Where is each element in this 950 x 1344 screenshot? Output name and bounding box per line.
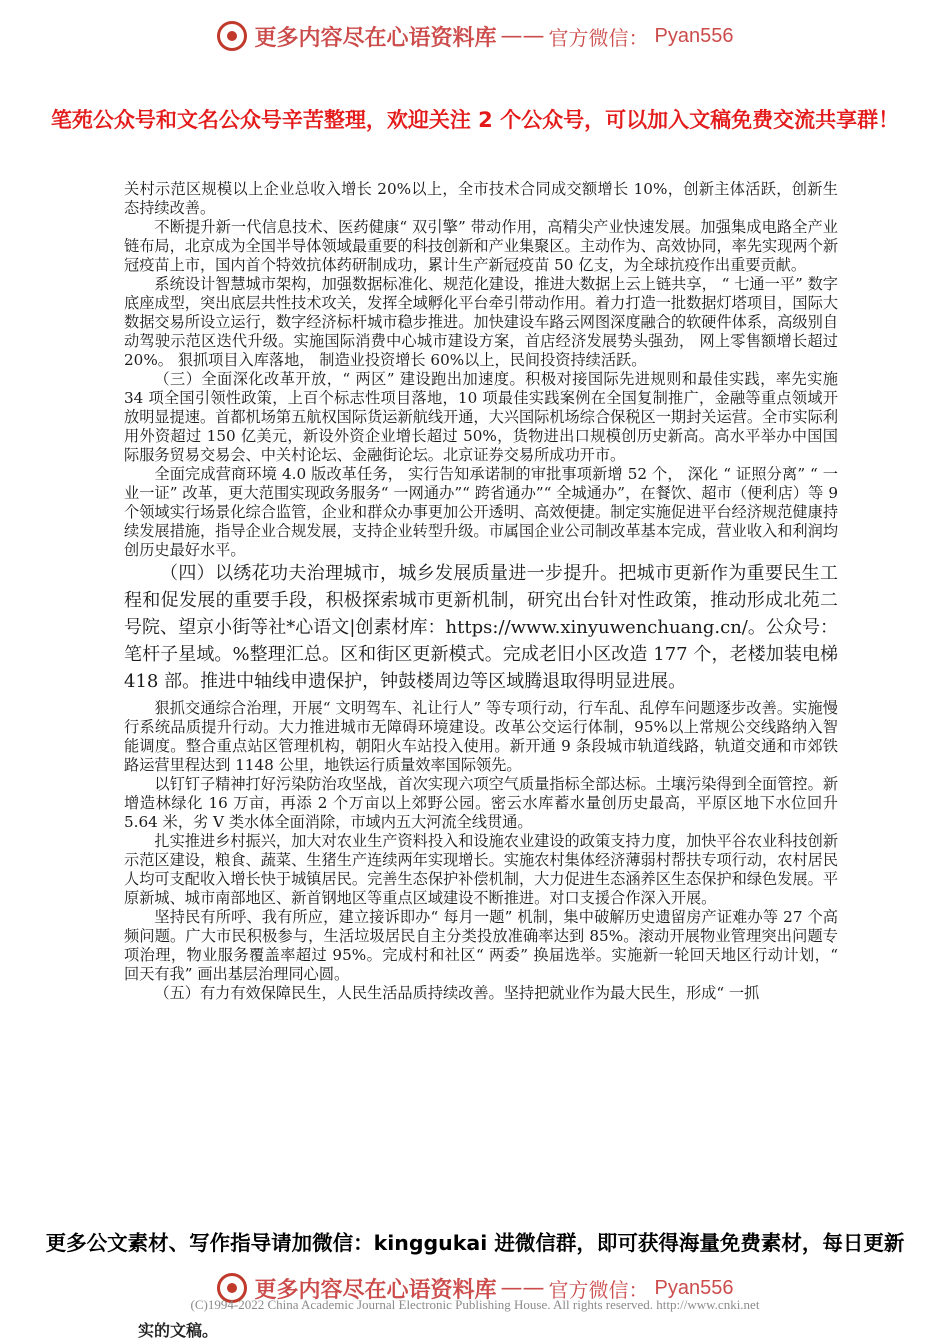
watermark-banner-top [0,16,950,56]
watermark-text: 更多内容尽在心语资料库 [254,1277,497,1303]
watermark-wechat-id: Pyan556 [654,1276,734,1299]
paragraph: （三）全面深化改革开放，“ 两区” 建设跑出加速度。积极对接国际先进规则和最佳实践，率先实施 34 项全国引领性政策，上百个标志性项目落地，10 项最佳实践案例在全国复制推广，金融等重点领域开放明显提速。首都机场第五航权国际货运新航线开通，大兴国际机场综合保税区一期封关运营。全市实际利用外资超过 150 亿美元，新设外资企业增长超过 50%，货物进出口规模创历史新高。高水平举办中国国际服务贸易交易会、中关村论坛、金融街论坛。北京证券交易所成功开市。 [124,370,838,464]
paragraph: 系统设计智慧城市架构，加强数据标准化、规范化建设，推进大数据上云上链共享， “ 七通一平” 数字底座成型，突出底层共性技术攻关，发挥全域孵化平台牵引带动作用。着力打造一批数据灯塔项目，国际大数据交易所设立运行，数字经济标杆城市稳步推进。加快建设车路云网图深度融合的软硬件体系，高级别自动驾驶示范区迭代升级。实施国际消费中心城市建设方案，首店经济发展势头强劲， 网上零售额增长超过 20%。 狠抓项目入库落地， 制造业投资增长 60%以上，民间投资持续活跃。 [124,275,838,369]
paragraph: 不断提升新一代信息技术、医药健康“ 双引擎” 带动作用，高精尖产业快速发展。加强集成电路全产业链布局，北京成为全国半导体领域最重要的科技创新和产业集聚区。主动作为、高效协同，率先实现两个新冠疫苗上市，国内首个特效抗体药研制成功，累计生产新冠疫苗 50 亿支，为全球抗疫作出重要贡献。 [124,218,838,274]
notice-bottom: 更多公文素材、写作指导请加微信：kinggukai 进微信群，即可获得海量免费素材，每日更新 [0,1226,950,1256]
watermark-separator: —— [500,23,545,49]
watermark-logo-icon [217,21,247,51]
paragraph: 关村示范区规模以上企业总收入增长 20%以上，全市技术合同成交额增长 10%，创新主体活跃，创新生态持续改善。 [124,180,838,217]
paragraph: 坚持民有所呼、我有所应，建立接诉即办“ 每月一题” 机制，集中破解历史遗留房产证难办等 27 个高频问题。广大市民积极参与，生活垃圾居民自主分类投放准确率达到 85%。滚动开展物业管理突出问题专项治理，物业服务覆盖率超过 95%。完成村和社区“ 两委” 换届选举。实施新一轮回天地区行动计划，“ 回天有我” 画出基层治理同心圆。 [124,908,838,983]
watermark-separator: —— [500,1275,545,1301]
paragraph: 扎实推进乡村振兴，加大对农业生产资料投入和设施农业建设的政策支持力度，加快平谷农业科技创新示范区建设，粮食、蔬菜、生猪生产连续两年实现增长。实施农村集体经济薄弱村帮扶专项行动，农村居民人均可支配收入增长快于城镇居民。完善生态保护补偿机制，大力促进生态涵养区生态保护和绿色发展。平原新城、城市南部地区、新首钢地区等重点区域建设不断推进。对口支援合作深入开展。 [124,832,838,907]
paragraph: 全面完成营商环境 4.0 版改革任务， 实行告知承诺制的审批事项新增 52 个， 深化 “ 证照分离” “ 一业一证” 改革，更大范围实现政务服务“ 一网通办”“ 跨省通办”“ 全城通办”，在餐饮、超市（便利店）等 9 个领域实行场景化综合监管，企业和群众办事更加公开透明、高效便捷。制定实施促进平台经济规范健康持续发展措施，指导企业合规发展，支持企业转型升级。市属国企业公司制改革基本完成，营业收入和利润均创历史最好水平。 [124,465,838,559]
paragraph-highlight: （四）以绣花功夫治理城市，城乡发展质量进一步提升。把城市更新作为重要民生工程和促发展的重要手段，积极探索城市更新机制，研究出台针对性政策，推动形成北苑二号院、望京小街等社*心语文|创素材库：https://www.xinyuwenchuang.cn/。公众号：笔杆子星域。%整理汇总。区和街区更新模式。完成老旧小区改造 177 个，老楼加装电梯 418 部。推进中轴线申遗保护，钟鼓楼周边等区域腾退取得明显进展。 [124,563,838,692]
watermark-wechat-label: 官方微信： [548,25,649,50]
paragraph: （五）有力有效保障民生，人民生活品质持续改善。坚持把就业作为最大民生，形成“ 一抓 [154,984,760,1002]
watermark-wechat-label: 官方微信： [548,1277,649,1302]
paragraph: 狠抓交通综合治理，开展“ 文明驾车、礼让行人” 等专项行动，行车乱、乱停车问题逐步改善。实施慢行系统品质提升行动。大力推进城市无障碍环境建设。改革公交运行体制，95%以上常规公交线路纳入智能调度。整合重点站区管理机构，朝阳火车站投入使用。新开通 9 条段城市轨道线路，轨道交通和市郊铁路运营里程达到 1148 公里，地铁运行质量效率国际领先。 [124,699,838,774]
copyright-footer: (C)1994-2022 China Academic Journal Electronic Publishing House. All rights reserved. http://www.cnki.net [190,1297,760,1312]
paragraph: 以钉钉子精神打好污染防治攻坚战，首次实现六项空气质量指标全部达标。土壤污染得到全面管控。新增造林绿化 16 万亩，再添 2 个万亩以上郊野公园。密云水库蓄水量创历史最高，平原区地下水位回升 5.64 米，劣 V 类水体全面消除，市域内五大河流全线贯通。 [124,775,838,831]
cutoff-text-fragment: 实的文稿。 [138,1321,219,1340]
watermark-wechat-id: Pyan556 [654,24,734,47]
watermark-text: 更多内容尽在心语资料库 [254,25,497,51]
document-body [124,180,838,1003]
notice-top: 笔苑公众号和文名公众号辛苦整理，欢迎关注 2 个公众号，可以加入文稿免费交流共享群！ [50,108,900,132]
